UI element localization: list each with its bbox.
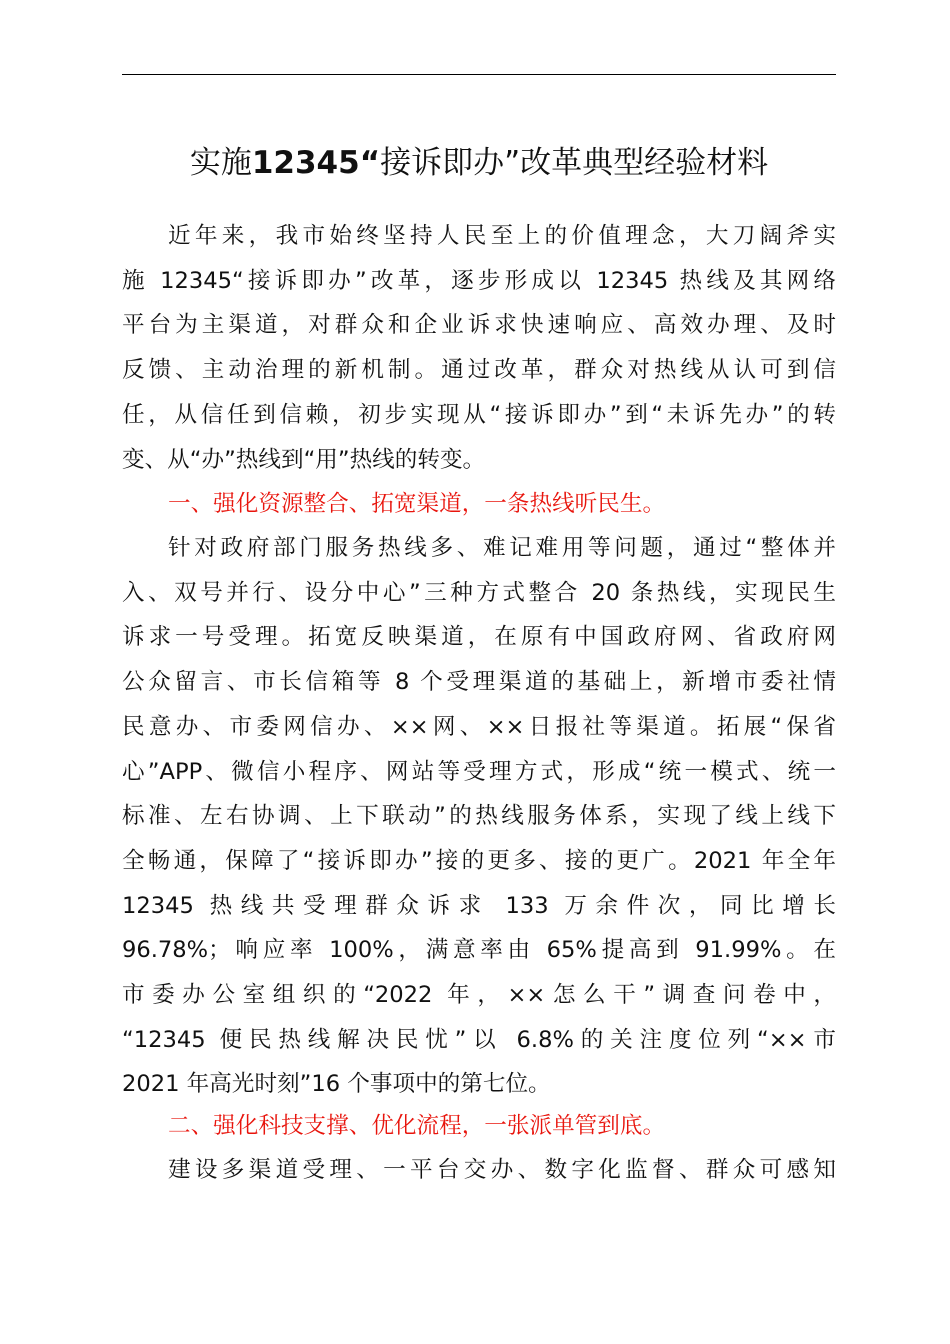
header-rule	[122, 74, 836, 75]
section-heading-2: 二、强化科技支撑、优化流程，一张派单管到底。	[168, 1113, 666, 1139]
paragraph-line: 民意办、市委网信办、××网、××日报社等渠道。拓展“保省	[122, 713, 836, 740]
paragraph-line: 近年来，我市始终坚持人民至上的价值理念，大刀阔斧实	[168, 223, 836, 249]
title-suffix: 接诉即办”改革典型经验材料	[380, 145, 769, 181]
paragraph-line: 全畅通，保障了“接诉即办”接的更多、接的更广。2021 年全年	[122, 847, 836, 874]
paragraph-line: 96.78%；响应率 100%，满意率由 65%提高到 91.99%。在	[122, 937, 836, 964]
paragraph-line: 变、从“办”热线到“用”热线的转变。	[122, 446, 486, 473]
paragraph-line: 标准、左右协调、上下联动”的热线服务体系，实现了线上线下	[122, 803, 836, 830]
paragraph-line: 施 12345“接诉即办”改革，逐步形成以 12345 热线及其网络	[122, 267, 836, 294]
title-number: 12345“	[251, 145, 381, 181]
paragraph-line: 建设多渠道受理、一平台交办、数字化监督、群众可感知	[168, 1157, 836, 1183]
paragraph-line: 心”APP、微信小程序、网站等受理方式，形成“统一模式、统一	[122, 758, 836, 785]
paragraph-line: 12345 热线共受理群众诉求 133 万余件次，同比增长	[122, 892, 836, 919]
page-title	[122, 138, 836, 188]
paragraph-line: 诉求一号受理。拓宽反映渠道，在原有中国政府网、省政府网	[122, 624, 836, 651]
intro-paragraph	[122, 214, 836, 482]
paragraph-line: 平台为主渠道，对群众和企业诉求快速响应、高效办理、及时	[122, 312, 836, 339]
paragraph-line: 任，从信任到信赖，初步实现从“接诉即办”到“未诉先办”的转	[122, 401, 836, 428]
section-heading-1: 一、强化资源整合、拓宽渠道，一条热线听民生。	[168, 491, 666, 517]
paragraph-line: 针对政府部门服务热线多、难记难用等问题，通过“整体并	[168, 535, 836, 561]
paragraph-line: “12345 便民热线解决民忧”以 6.8%的关注度位列“××市	[122, 1026, 836, 1053]
section2-paragraph	[122, 1148, 836, 1193]
paragraph-line: 市委办公室组织的“2022 年，××怎么干”调查问卷中，	[122, 982, 836, 1009]
paragraph-line: 公众留言、市长信箱等 8 个受理渠道的基础上，新增市委社情	[122, 669, 836, 696]
section1-paragraph	[122, 526, 836, 1107]
paragraph-line: 2021 年高光时刻”16 个事项中的第七位。	[122, 1071, 551, 1098]
title-prefix: 实施	[189, 145, 252, 181]
paragraph-line: 入、双号并行、设分中心”三种方式整合 20 条热线，实现民生	[122, 579, 836, 606]
paragraph-line: 反馈、主动治理的新机制。通过改革，群众对热线从认可到信	[122, 357, 836, 384]
